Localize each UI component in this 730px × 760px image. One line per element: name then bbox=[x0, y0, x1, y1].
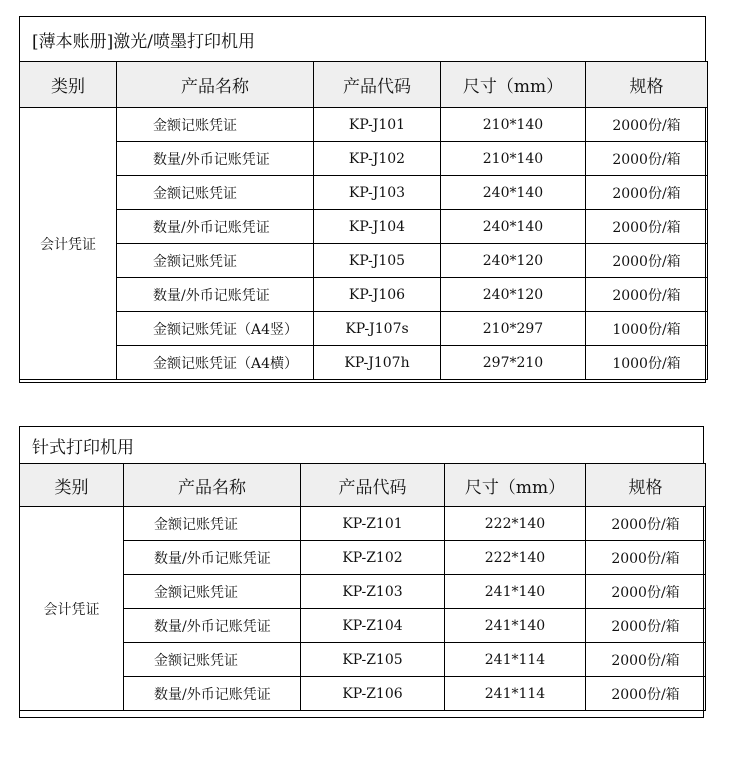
spec-cell: 2000份/箱 bbox=[586, 142, 708, 176]
size-cell: 241*114 bbox=[445, 677, 586, 711]
header-product-name: 产品名称 bbox=[117, 62, 314, 108]
spec-cell: 2000份/箱 bbox=[586, 677, 706, 711]
dot-matrix-product-table bbox=[19, 463, 706, 711]
product-name-cell: 金额记账凭证（A4竖） bbox=[117, 312, 314, 346]
header-size: 尺寸（mm） bbox=[445, 464, 586, 507]
header-category: 类别 bbox=[20, 62, 117, 108]
product-code-cell: KP-J107s bbox=[314, 312, 441, 346]
table-row bbox=[20, 176, 708, 210]
product-name-cell: 数量/外币记账凭证 bbox=[124, 609, 301, 643]
spec-cell: 2000份/箱 bbox=[586, 108, 708, 142]
product-code-cell: KP-J101 bbox=[314, 108, 441, 142]
product-name-cell: 金额记账凭证 bbox=[117, 244, 314, 278]
category-cell: 会计凭证 bbox=[20, 108, 117, 380]
table-row bbox=[20, 108, 708, 142]
product-name-cell: 金额记账凭证 bbox=[117, 108, 314, 142]
product-code-cell: KP-J104 bbox=[314, 210, 441, 244]
product-code-cell: KP-J103 bbox=[314, 176, 441, 210]
category-cell: 会计凭证 bbox=[20, 507, 124, 711]
product-name-cell: 数量/外币记账凭证 bbox=[124, 677, 301, 711]
size-cell: 210*140 bbox=[441, 142, 586, 176]
size-cell: 222*140 bbox=[445, 541, 586, 575]
header-size: 尺寸（mm） bbox=[441, 62, 586, 108]
product-code-cell: KP-Z103 bbox=[301, 575, 445, 609]
spec-cell: 1000份/箱 bbox=[586, 312, 708, 346]
product-name-cell: 数量/外币记账凭证 bbox=[117, 210, 314, 244]
size-cell: 210*297 bbox=[441, 312, 586, 346]
size-cell: 297*210 bbox=[441, 346, 586, 380]
size-cell: 222*140 bbox=[445, 507, 586, 541]
spec-cell: 2000份/箱 bbox=[586, 609, 706, 643]
product-name-cell: 金额记账凭证（A4横） bbox=[117, 346, 314, 380]
product-code-cell: KP-Z104 bbox=[301, 609, 445, 643]
size-cell: 240*140 bbox=[441, 176, 586, 210]
size-cell: 241*114 bbox=[445, 643, 586, 677]
product-code-cell: KP-Z102 bbox=[301, 541, 445, 575]
size-cell: 241*140 bbox=[445, 575, 586, 609]
product-code-cell: KP-Z106 bbox=[301, 677, 445, 711]
product-code-cell: KP-J107h bbox=[314, 346, 441, 380]
product-name-cell: 金额记账凭证 bbox=[124, 643, 301, 677]
spec-cell: 2000份/箱 bbox=[586, 176, 708, 210]
laser-printer-table-block bbox=[19, 16, 706, 383]
header-spec: 规格 bbox=[586, 62, 708, 108]
table-row bbox=[20, 244, 708, 278]
header-product-code: 产品代码 bbox=[314, 62, 441, 108]
size-cell: 210*140 bbox=[441, 108, 586, 142]
dot-matrix-section-title: 针式打印机用 bbox=[20, 427, 703, 464]
size-cell: 240*120 bbox=[441, 278, 586, 312]
header-product-name: 产品名称 bbox=[124, 464, 301, 507]
table-row bbox=[20, 312, 708, 346]
table-header-row bbox=[20, 62, 708, 108]
spec-cell: 2000份/箱 bbox=[586, 575, 706, 609]
product-code-cell: KP-Z101 bbox=[301, 507, 445, 541]
table-row bbox=[20, 507, 706, 541]
spec-cell: 1000份/箱 bbox=[586, 346, 708, 380]
size-cell: 241*140 bbox=[445, 609, 586, 643]
product-name-cell: 数量/外币记账凭证 bbox=[124, 541, 301, 575]
spec-cell: 2000份/箱 bbox=[586, 541, 706, 575]
table-row bbox=[20, 142, 708, 176]
table-row bbox=[20, 346, 708, 380]
spec-cell: 2000份/箱 bbox=[586, 244, 708, 278]
product-name-cell: 数量/外币记账凭证 bbox=[117, 278, 314, 312]
header-product-code: 产品代码 bbox=[301, 464, 445, 507]
table-row bbox=[20, 278, 708, 312]
spec-cell: 2000份/箱 bbox=[586, 210, 708, 244]
table-row bbox=[20, 210, 708, 244]
spec-cell: 2000份/箱 bbox=[586, 278, 708, 312]
spec-cell: 2000份/箱 bbox=[586, 507, 706, 541]
product-code-cell: KP-J105 bbox=[314, 244, 441, 278]
product-code-cell: KP-Z105 bbox=[301, 643, 445, 677]
laser-product-table bbox=[19, 61, 708, 380]
product-code-cell: KP-J102 bbox=[314, 142, 441, 176]
spec-cell: 2000份/箱 bbox=[586, 643, 706, 677]
laser-section-title: [薄本账册]激光/喷墨打印机用 bbox=[20, 17, 705, 62]
product-name-cell: 金额记账凭证 bbox=[124, 575, 301, 609]
product-code-cell: KP-J106 bbox=[314, 278, 441, 312]
product-name-cell: 金额记账凭证 bbox=[117, 176, 314, 210]
product-name-cell: 金额记账凭证 bbox=[124, 507, 301, 541]
product-name-cell: 数量/外币记账凭证 bbox=[117, 142, 314, 176]
header-category: 类别 bbox=[20, 464, 124, 507]
size-cell: 240*140 bbox=[441, 210, 586, 244]
header-spec: 规格 bbox=[586, 464, 706, 507]
table-header-row bbox=[20, 464, 706, 507]
dot-matrix-printer-table-block bbox=[19, 426, 704, 718]
size-cell: 240*120 bbox=[441, 244, 586, 278]
